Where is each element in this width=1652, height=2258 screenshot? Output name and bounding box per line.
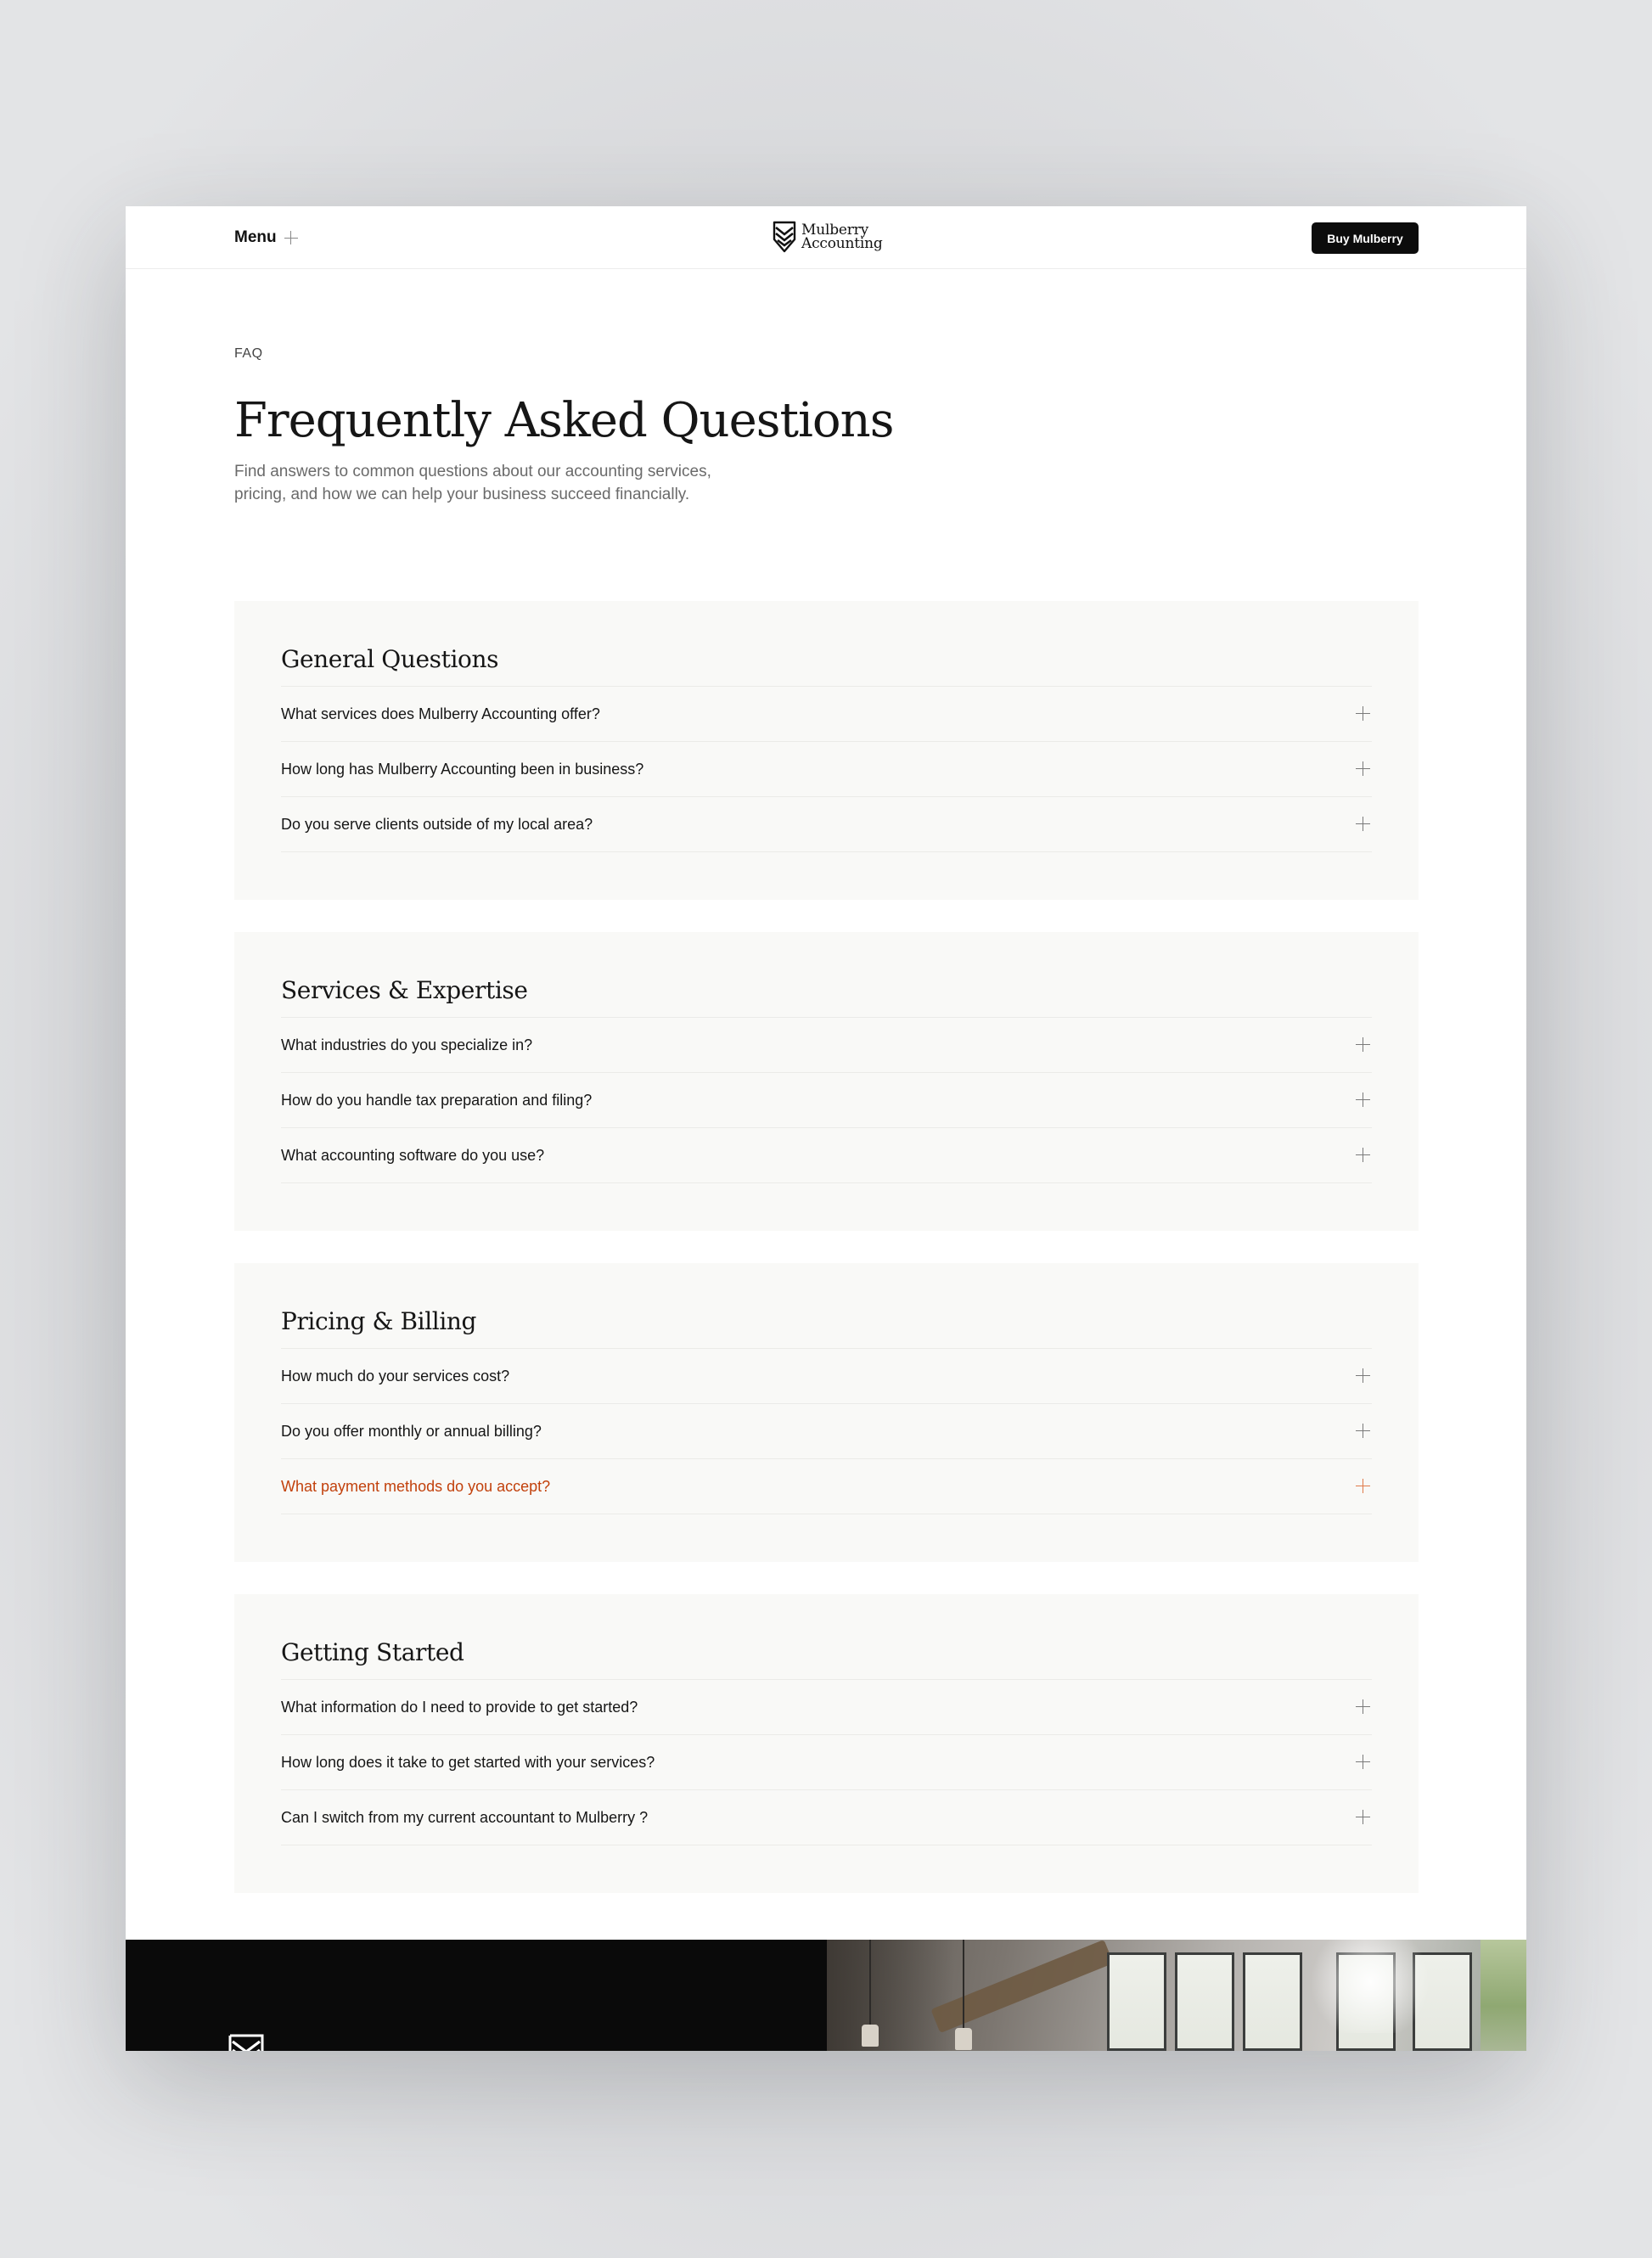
faq-item-hovered[interactable] <box>281 1459 1372 1514</box>
faq-question: Do you offer monthly or annual billing? <box>281 1422 542 1440</box>
eyebrow-label: FAQ <box>234 346 263 361</box>
plus-icon[interactable] <box>1356 1424 1370 1438</box>
faq-item[interactable] <box>281 1680 1372 1735</box>
plus-icon[interactable] <box>1356 706 1370 721</box>
site-footer <box>126 1940 1526 2051</box>
faq-question: What industries do you specialize in? <box>281 1036 533 1053</box>
faq-item[interactable] <box>281 1128 1372 1183</box>
faq-question: How much do your services cost? <box>281 1367 510 1385</box>
plus-icon[interactable] <box>1356 817 1370 831</box>
section-heading: General Questions <box>281 645 499 673</box>
section-heading: Pricing & Billing <box>281 1307 477 1335</box>
faq-question: How do you handle tax preparation and filing? <box>281 1091 593 1109</box>
faq-question: Can I switch from my current accountant to Mulberry ? <box>281 1808 649 1826</box>
faq-item[interactable] <box>281 1349 1372 1404</box>
faq-item[interactable] <box>281 1735 1372 1790</box>
plus-icon[interactable] <box>1356 1810 1370 1824</box>
faq-question: How long has Mulberry Accounting been in business? <box>281 760 644 778</box>
faq-section-getting-started <box>234 1594 1419 1893</box>
logo-wordmark <box>801 223 883 250</box>
faq-question: How long does it take to get started with your services? <box>281 1753 655 1771</box>
faq-item[interactable] <box>281 687 1372 742</box>
pendant-lamp <box>955 2028 972 2050</box>
page-frame <box>126 206 1526 2051</box>
faq-list <box>281 686 1372 852</box>
plus-icon[interactable] <box>1356 761 1370 776</box>
plus-icon[interactable] <box>1356 1037 1370 1052</box>
photo-window <box>1107 1952 1166 2051</box>
shield-logo-icon <box>228 2033 265 2051</box>
faq-section-general <box>234 601 1419 900</box>
faq-item[interactable] <box>281 742 1372 797</box>
faq-section-pricing <box>234 1263 1419 1562</box>
pendant-cord <box>963 1940 964 2028</box>
plus-icon[interactable] <box>1356 1092 1370 1107</box>
photo-window <box>1175 1952 1234 2051</box>
site-logo[interactable] <box>773 221 883 253</box>
site-header <box>126 206 1526 269</box>
plus-icon[interactable] <box>1356 1368 1370 1383</box>
faq-question: What information do I need to provide to get started? <box>281 1698 638 1716</box>
faq-item[interactable] <box>281 1073 1372 1128</box>
plus-icon[interactable] <box>1356 1479 1370 1493</box>
faq-item[interactable] <box>281 1018 1372 1073</box>
plus-icon <box>284 231 298 244</box>
page-title: Frequently Asked Questions <box>234 393 894 448</box>
faq-item[interactable] <box>281 1790 1372 1845</box>
faq-question: Do you serve clients outside of my local area? <box>281 815 593 833</box>
faq-question: What accounting software do you use? <box>281 1146 545 1164</box>
faq-list <box>281 1679 1372 1845</box>
shield-logo-icon <box>773 221 796 253</box>
section-heading: Getting Started <box>281 1638 464 1666</box>
faq-list <box>281 1348 1372 1514</box>
section-heading: Services & Expertise <box>281 976 528 1004</box>
logo-line-1: Mulberry <box>801 222 868 239</box>
plus-icon[interactable] <box>1356 1755 1370 1769</box>
faq-question: What services does Mulberry Accounting offer? <box>281 705 600 722</box>
pendant-lamp <box>862 2025 879 2047</box>
faq-section-services <box>234 932 1419 1231</box>
menu-button[interactable] <box>234 227 298 249</box>
pendant-cord <box>869 1940 871 2025</box>
faq-question: What payment methods do you accept? <box>281 1477 551 1495</box>
photo-window <box>1243 1952 1302 2051</box>
office-photo <box>827 1940 1526 2051</box>
plus-icon[interactable] <box>1356 1148 1370 1162</box>
buy-button[interactable]: Buy Mulberry <box>1312 222 1419 254</box>
faq-item[interactable] <box>281 1404 1372 1459</box>
page-subtitle: Find answers to common questions about our accounting services, pricing, and how we can help your business succeed financially. <box>234 463 711 503</box>
logo-line-2: Accounting <box>801 235 883 252</box>
photo-foliage <box>1481 1940 1526 2051</box>
faq-list <box>281 1017 1372 1183</box>
footer-brand-panel <box>126 1940 827 2051</box>
photo-shadow <box>827 1940 954 2051</box>
menu-label: Menu <box>234 228 277 246</box>
faq-item[interactable] <box>281 797 1372 852</box>
photo-light-glow <box>1302 1940 1438 2033</box>
plus-icon[interactable] <box>1356 1699 1370 1714</box>
